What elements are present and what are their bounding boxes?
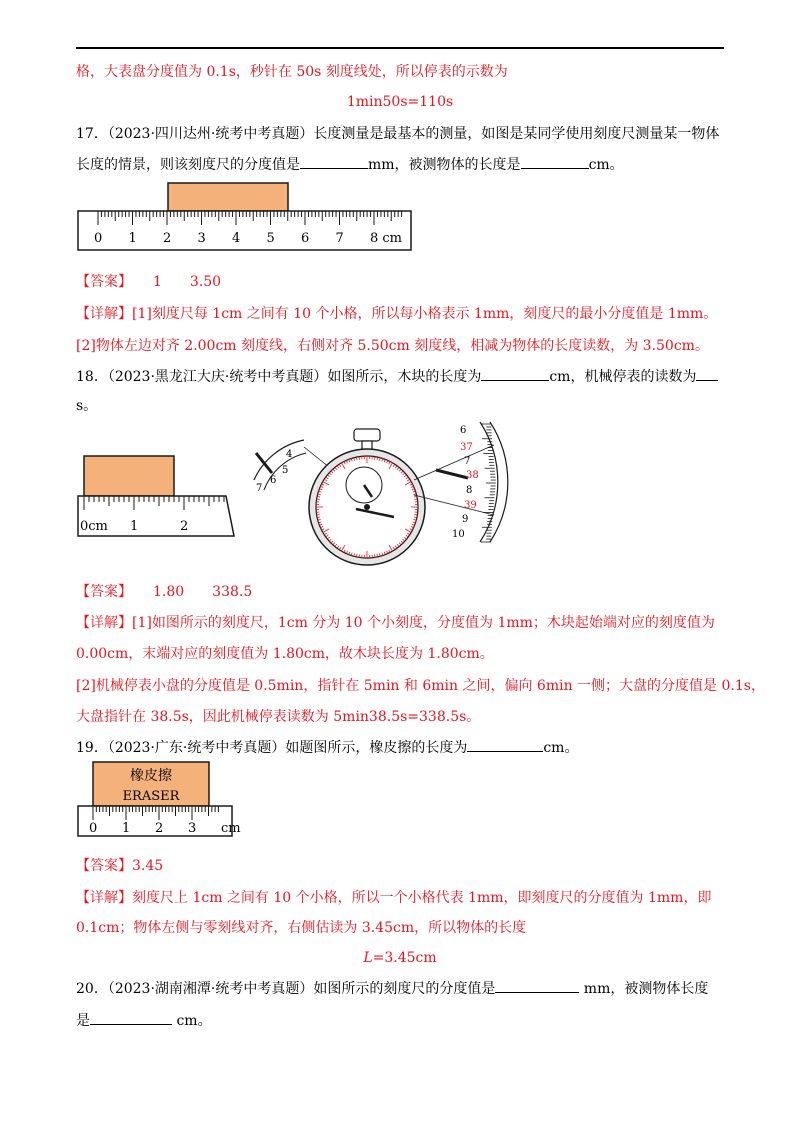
ruler-label: 7 xyxy=(335,231,344,246)
explanation-18: 大盘指针在 38.5s，因此机械停表读数为 5min38.5s=338.5s。 xyxy=(76,709,481,725)
answer-19: 【答案】3.45 xyxy=(76,858,164,874)
ruler-label: 0cm xyxy=(80,519,108,534)
answer-blank[interactable] xyxy=(495,978,579,993)
question-20-line: 20．（2023·湖南湘潭·统考中考真题）如图所示的刻度尺的分度值是 mm，被测物体长度 xyxy=(76,978,726,999)
small-dial-label: 5 xyxy=(282,465,289,476)
ruler-label: 5 xyxy=(266,231,275,246)
small-dial-label: 6 xyxy=(270,475,277,486)
explanation-17: 【详解】[1]刻度尺每 1cm 之间有 10 个小格，所以每小格表示 1mm，刻度尺的最小分度值是 1mm。 xyxy=(76,306,718,322)
answer-blank[interactable] xyxy=(467,737,543,752)
explanation-18: 【详解】[1]如图所示的刻度尺，1cm 分为 10 个小刻度，分度值为 1mm；木块起始端对应的刻度值为 xyxy=(76,615,715,631)
text-line: 格，大表盘分度值为 0.1s，秒针在 50s 刻度线处，所以停表的示数为 xyxy=(76,64,508,80)
explanation-18: [2]机械停表小盘的分度值是 0.5min，指针在 5min 和 6min 之间，偏向 6min 一侧；大盘的分度值是 0.1s， xyxy=(76,678,765,694)
wooden-block xyxy=(84,456,174,496)
answer-blank[interactable] xyxy=(90,1010,172,1025)
ruler-label: 2 xyxy=(155,821,164,836)
ruler-label: 0 xyxy=(94,231,103,246)
ruler-label: 8 cm xyxy=(370,231,403,246)
small-dial-label: 7 xyxy=(256,483,263,494)
dial-label: 38 xyxy=(466,470,479,481)
magnified-needle xyxy=(256,453,272,473)
figure-18-ruler xyxy=(76,448,242,538)
ruler-label: 3 xyxy=(188,821,197,836)
ruler-label: 3 xyxy=(197,231,206,246)
answer-blank[interactable] xyxy=(521,154,589,169)
ruler-label: 4 xyxy=(232,231,241,246)
small-dial-label: 4 xyxy=(286,449,293,460)
ruler-label: 6 xyxy=(301,231,310,246)
magnified-needle xyxy=(436,470,468,478)
eraser-label-cn: 橡皮擦 xyxy=(130,768,172,784)
ruler-label: 1 xyxy=(128,231,137,246)
figure-19-ruler xyxy=(76,760,241,842)
figure-18-magnified-dial xyxy=(440,420,510,545)
ruler-label: 2 xyxy=(180,519,189,534)
dial-label: 8 xyxy=(466,485,473,496)
dial-label: 9 xyxy=(462,514,469,525)
header-rule xyxy=(76,47,724,49)
question-19-line: 19．（2023·广东·统考中考真题）如题图所示，橡皮擦的长度为 cm。 xyxy=(76,737,726,758)
equation-line: L=3.45cm xyxy=(363,950,437,966)
ruler-label: 2 xyxy=(163,231,172,246)
answer-17: 【答案】 1 3.50 xyxy=(76,274,222,290)
answer-blank[interactable] xyxy=(481,366,549,381)
explanation-18: 0.00cm，末端对应的刻度值为 1.80cm，故木块长度为 1.80cm。 xyxy=(76,646,494,662)
question-20-line: 是 cm。 xyxy=(76,1010,726,1031)
dial-label: 37 xyxy=(460,442,473,453)
answer-18: 【答案】 1.80 338.5 xyxy=(76,584,253,600)
dial-label: 39 xyxy=(464,500,477,511)
explanation-17: [2]物体左边对齐 2.00cm 刻度线，右侧对齐 5.50cm 刻度线，相减为物体的长度读数，为 3.50cm。 xyxy=(76,338,709,354)
measured-object xyxy=(168,183,288,211)
question-17-line: 长度的情景，则该刻度尺的分度值是 mm，被测物体的长度是 cm。 xyxy=(76,154,726,175)
dial-label: 6 xyxy=(460,425,467,436)
answer-blank[interactable] xyxy=(696,366,718,381)
ruler-label: 0 xyxy=(89,821,98,836)
explanation-19: 【详解】刻度尺上 1cm 之间有 10 个小格，所以一个小格代表 1mm，即刻度尺的分度值为 1mm，即 xyxy=(76,890,712,906)
question-18-line: s。 xyxy=(76,398,98,414)
ruler-label: 1 xyxy=(122,821,131,836)
crown xyxy=(354,429,380,441)
eraser-label-en: ERASER xyxy=(122,789,180,804)
ruler-label: cm xyxy=(221,821,241,836)
equation-line: 1min50s=110s xyxy=(346,94,454,110)
question-17-line: 17．（2023·四川达州·统考中考真题）长度测量是最基本的测量，如图是某同学使用刻度尺测量某一物体 xyxy=(76,126,720,142)
figure-17-ruler xyxy=(76,178,416,254)
explanation-19: 0.1cm；物体左侧与零刻线对齐，右侧估读为 3.45cm，所以物体的长度 xyxy=(76,920,527,936)
ruler-label: 1 xyxy=(130,519,139,534)
dial-label: 10 xyxy=(452,529,465,540)
question-18-line: 18．（2023·黑龙江大庆·统考中考真题）如图所示，木块的长度为 cm，机械停表的读数为 xyxy=(76,366,726,387)
answer-blank[interactable] xyxy=(300,154,368,169)
dial-label: 7 xyxy=(464,456,471,467)
